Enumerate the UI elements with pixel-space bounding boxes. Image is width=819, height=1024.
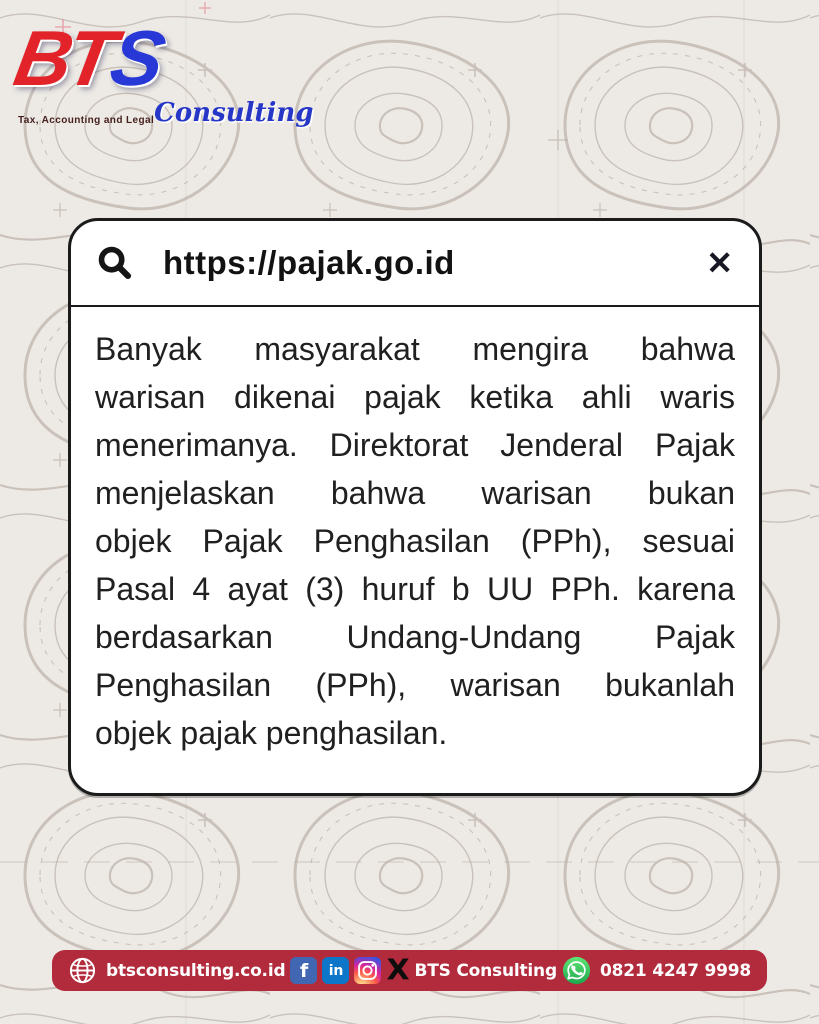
globe-icon: [68, 956, 97, 985]
search-icon: [97, 245, 133, 281]
instagram-camera-glyph: [356, 959, 379, 982]
article-line: warisan dikenai pajak ketika ahli waris: [95, 379, 735, 415]
linkedin-glyph: in: [328, 962, 344, 979]
company-name: BTS Consulting: [414, 960, 557, 981]
article-line: objek pajak penghasilan.: [95, 715, 448, 751]
instagram-icon[interactable]: [354, 957, 381, 984]
article-line: objek Pajak Penghasilan (PPh), sesuai: [95, 523, 735, 559]
article-line: Pasal 4 ayat (3) huruf b UU PPh. karena: [95, 571, 735, 607]
phone-group: [562, 956, 751, 985]
social-icons: [290, 953, 410, 988]
website-group: [68, 956, 285, 985]
article-line: menjelaskan bahwa warisan bukan: [95, 475, 735, 511]
website-link[interactable]: btsconsulting.co.id: [106, 960, 286, 981]
article-line: berdasarkan Undang-Undang Pajak: [95, 619, 735, 655]
logo-consulting-script: Consulting: [154, 98, 314, 128]
url-bar[interactable]: [71, 221, 759, 307]
phone-number[interactable]: 0821 4247 9998: [600, 960, 751, 981]
browser-card: [68, 218, 762, 796]
facebook-glyph: f: [299, 959, 309, 982]
bts-logo: [8, 14, 314, 128]
url-text: https://pajak.go.id: [163, 244, 455, 281]
x-icon[interactable]: X: [386, 953, 410, 988]
article-text: [71, 307, 759, 757]
facebook-icon[interactable]: [290, 957, 317, 984]
linkedin-icon[interactable]: [322, 957, 349, 984]
article-line: Banyak masyarakat mengira bahwa: [95, 331, 735, 367]
logo-text-s: S: [104, 14, 167, 102]
logo-text-bt: BT: [8, 14, 118, 102]
contact-bar: [52, 950, 767, 991]
article-line: Penghasilan (PPh), warisan bukanlah: [95, 667, 735, 703]
logo-tagline: Tax, Accounting and Legal: [18, 115, 155, 126]
close-icon[interactable]: ✕: [706, 245, 733, 281]
article-line: menerimanya. Direktorat Jenderal Pajak: [95, 427, 735, 463]
logo-wordmark: [8, 14, 233, 102]
whatsapp-icon[interactable]: [562, 956, 591, 985]
